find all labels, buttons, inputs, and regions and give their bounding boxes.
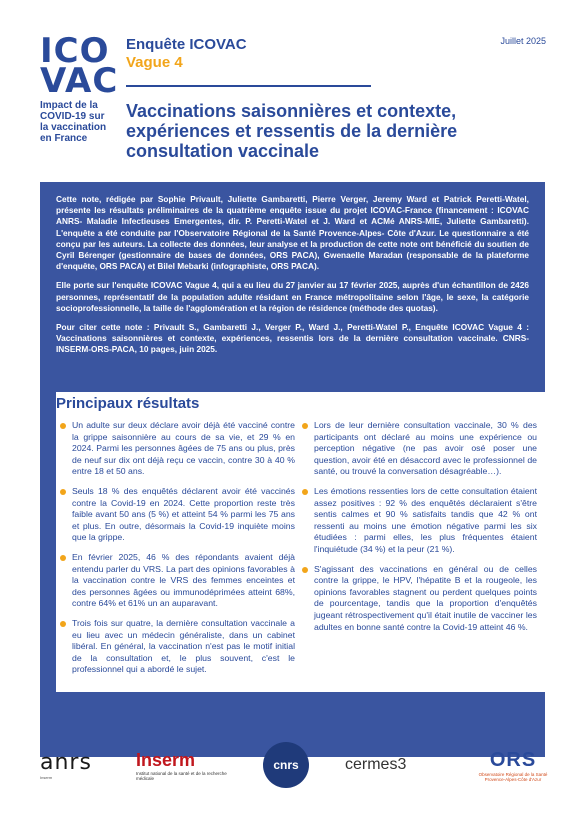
- page-title: Vaccinations saisonnières et contexte, expériences et ressentis de la dernière consultation vaccinale: [126, 101, 458, 161]
- survey-wave: Vague 4: [126, 54, 183, 71]
- intro-paragraph-1: Cette note, rédigée par Sophie Privault, Juliette Gambaretti, Pierre Verger, Jeremy Ward et Patrick Peretti-Watel, présente les résultats préliminaires de la quatrième enquête issue du projet ICOVAC-France (financement : ICOVAC ANRS- Maladie Infectieuses Emergentes, dir. P. Peretti-Watel et J. Ward et ACMé ANRS-MIE, Juliette Gambaretti). L'enquête a été conduite par l'Observatoire Régional de la Santé Provence-Alpes- Côte d'Azur. Le questionnaire a été conçu par les auteurs. La collecte des données, leur analyse et la production de cette note ont bénéficié du soutien de Cyril Bérenger (gestionnaire de bases de données, ORS PACA), Gwenaelle Maradan (responsable de la plateforme d'enquête, ORS PACA) et Bilel Mebarki (infographiste, ORS PACA).: [56, 194, 529, 272]
- result-item: En février 2025, 46 % des répondants avaient déjà entendu parler du VRS. La part des opinions favorables à la vaccination contre le VRS des femmes enceintes et des personnes âgées ou immunodéprimées atteint 68%, contre 64% et 61% un an auparavant.: [60, 552, 295, 610]
- inserm-logo: Inserm Institut national de la santé et de la recherche médicale: [136, 749, 227, 781]
- header: [126, 36, 546, 161]
- result-item: Les émotions ressenties lors de cette consultation étaient assez positives : 92 % des enquêtés déclaraient s'être sentis calmes et 90 % satisfaits tandis que 42 % ont ressenti au moins une émotion négative parmi les six étudiées : parmi elles, les plus fréquentes étaient l'inquiétude (34 %) et la peur (21 %).: [302, 486, 537, 556]
- cnrs-logo: cnrs: [263, 740, 313, 790]
- anrs-logo: anrs Inserm: [40, 750, 92, 780]
- logo-wordmark: ICO VAC: [40, 31, 119, 101]
- results-title: Principaux résultats: [56, 395, 200, 412]
- intro-text: [40, 182, 545, 356]
- logo-subtitle: Impact de la COVID-19 sur la vaccination en France: [40, 100, 107, 144]
- intro-paragraph-2: Elle porte sur l'enquête ICOVAC Vague 4, qui a eu lieu du 27 janvier au 17 février 2025, auprès d'un échantillon de 2426 personnes, représentatif de la population adulte résidant en France métropolitaine selon l'âge, le sexe, la catégorie socioprofessionnelle, la taille de l'agglomération et la région de résidence (méthode des quotas).: [56, 280, 529, 313]
- result-item: S'agissant des vaccinations en général ou de celles contre la grippe, le HPV, l'hépatite B et la rougeole, les opinions favorables stagnent ou perdent quelques points de pourcentage, tandis que la proportion d'enquêtés jugeant rétrospectivement qu'il était inutile de vacciner les adultes en bonne santé contre la Covid-19 atteint 46 %.: [302, 564, 537, 634]
- result-item: Seuls 18 % des enquêtés déclarent avoir été vaccinés contre la Covid-19 en 2024. Cette proportion reste très faible avant 50 ans (5 %) et atteint 54 % parmi les 75 ans et plus. En outre, désormais la Covid-19 inquiète moins que la grippe.: [60, 486, 295, 544]
- intro-paragraph-3: Pour citer cette note : Privault S., Gambaretti J., Verger P., Ward J., Peretti-Watel P., Enquête ICOVAC Vague 4 : Vaccinations saisonnières et contexte, expériences, ressentis lors de la dernière consultation vaccinale. CNRS-INSERM-ORS-PACA, 10 pages, juin 2025.: [56, 322, 529, 355]
- header-divider: [126, 85, 371, 87]
- cermes3-logo: cermes3: [345, 756, 407, 773]
- results-column-left: [60, 420, 295, 684]
- survey-name: Enquête ICOVAC: [126, 36, 247, 53]
- partner-logos: [40, 740, 548, 790]
- ors-logo: ORS Observatoire Régional de la Santé Provence-Alpes-Côte d'Azur: [478, 748, 548, 782]
- results-column-right: [302, 420, 537, 641]
- icovac-logo: [40, 31, 119, 144]
- result-item: Un adulte sur deux déclare avoir déjà été vacciné contre la grippe saisonnière au cours de sa vie, et 29 % en 2024. Parmi les personnes âgées de 75 ans ou plus, près de neuf sur dix ont déjà reçu ce vaccin, contre 30 à 40 % entre 18 et 50 ans.: [60, 420, 295, 478]
- publication-date: Juillet 2025: [500, 36, 546, 46]
- result-item: Trois fois sur quatre, la dernière consultation vaccinale a eu lieu avec un médecin généraliste, dans un cabinet libéral. En général, la vaccination n'est pas le motif initial de la consultation et, le plus souvent, c'est le professionnel qui a abordé le sujet.: [60, 618, 295, 676]
- result-item: Lors de leur dernière consultation vaccinale, 30 % des participants ont déclaré au moins une expérience ou perception négative (ne pas avoir osé poser une question, avoir été en désaccord avec le professionnel de santé, ou trouvé la conversation désagréable…).: [302, 420, 537, 478]
